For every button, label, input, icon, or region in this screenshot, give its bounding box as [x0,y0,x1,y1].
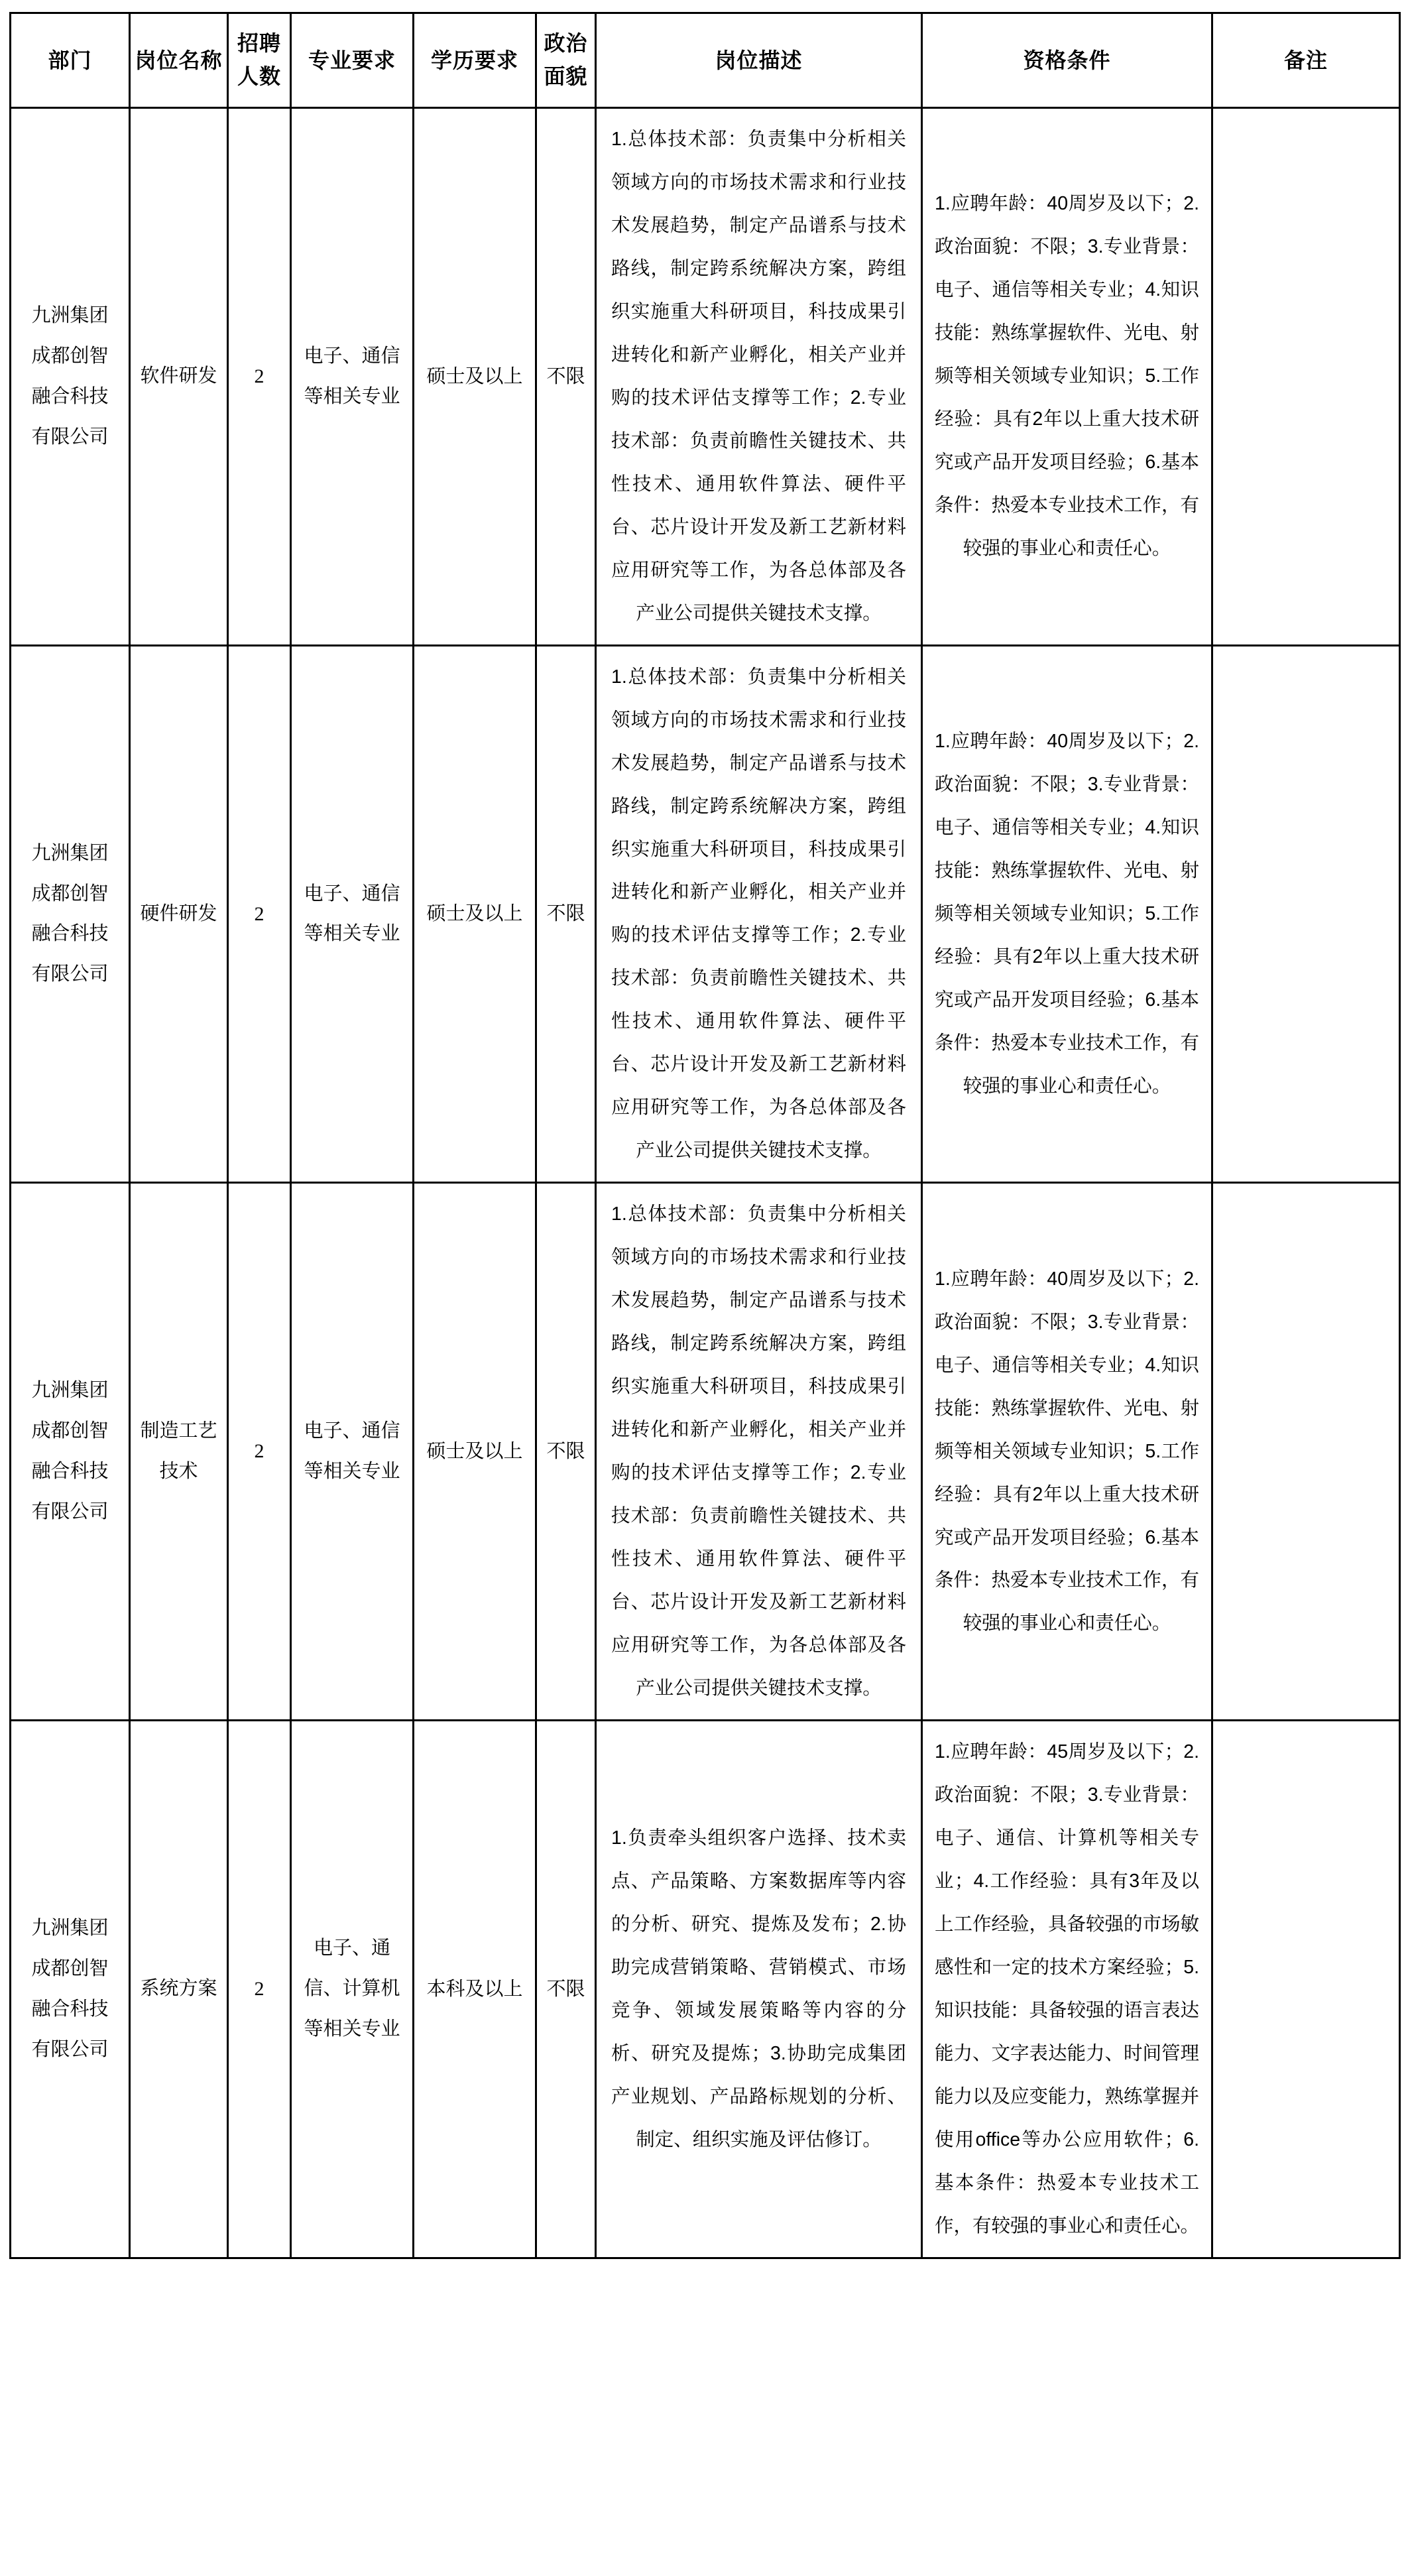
cell-remarks [1212,645,1400,1183]
cell-remarks [1212,1720,1400,2258]
table-row [11,1183,1400,1721]
column-header-department [11,13,130,108]
column-header-job-description-label: 岗位描述 [715,48,803,72]
column-header-major-requirement-label: 专业要求 [308,48,396,72]
cell-job-description: 1.总体技术部：负责集中分析相关领域方向的市场技术需求和行业技术发展趋势，制定产品谱系与技术路线，制定跨系统解决方案，跨组织实施重大科研项目，科技成果引进转化和新产业孵化，相关产业并购的技术评估支撑等工作；2.专业技术部：负责前瞻性关键技术、共性技术、通用软件算法、硬件平台、芯片设计开发及新工艺新材料应用研究等工作，为各总体部及各产业公司提供关键技术支撑。 [596,1183,922,1721]
cell-qualification: 1.应聘年龄：40周岁及以下；2.政治面貌：不限；3.专业背景：电子、通信等相关专业；4.知识技能：熟练掌握软件、光电、射频等相关领域专业知识；5.工作经验：具有2年以上重大技术研究或产品开发项目经验；6.基本条件：热爱本专业技术工作，有较强的事业心和责任心。 [922,108,1212,646]
cell-major-requirement: 电子、通信、计算机等相关专业 [291,1720,414,2258]
cell-headcount: 2 [228,645,291,1183]
column-header-political-status-line1: 政治 [544,31,588,56]
column-header-education-requirement-label: 学历要求 [430,48,518,72]
cell-headcount: 2 [228,1183,291,1721]
cell-qualification: 1.应聘年龄：40周岁及以下；2.政治面貌：不限；3.专业背景：电子、通信等相关专业；4.知识技能：熟练掌握软件、光电、射频等相关领域专业知识；5.工作经验：具有2年以上重大技术研究或产品开发项目经验；6.基本条件：热爱本专业技术工作，有较强的事业心和责任心。 [922,1183,1212,1721]
cell-education-requirement: 本科及以上 [414,1720,536,2258]
cell-major-requirement: 电子、通信等相关专业 [291,1183,414,1721]
table-header [11,13,1400,108]
column-header-major-requirement [291,13,414,108]
table-row [11,645,1400,1183]
cell-remarks [1212,1183,1400,1721]
recruitment-table [9,12,1401,2259]
column-header-remarks-label: 备注 [1283,48,1328,72]
column-header-department-label: 部门 [48,48,92,72]
column-header-qualification-label: 资格条件 [1023,48,1111,72]
cell-position-name: 硬件研发 [130,645,228,1183]
column-header-political-status-line2: 面貌 [544,64,588,88]
cell-headcount: 2 [228,1720,291,2258]
table-row [11,1720,1400,2258]
cell-department: 九洲集团成都创智融合科技有限公司 [11,645,130,1183]
cell-job-description: 1.负责牵头组织客户选择、技术卖点、产品策略、方案数据库等内容的分析、研究、提炼及发布；2.协助完成营销策略、营销模式、市场竞争、领域发展策略等内容的分析、研究及提炼；3.协助完成集团产业规划、产品路标规划的分析、制定、组织实施及评估修订。 [596,1720,922,2258]
cell-political-status: 不限 [536,1183,596,1721]
cell-major-requirement: 电子、通信等相关专业 [291,108,414,646]
column-header-job-description [596,13,922,108]
table-body [11,108,1400,2258]
column-header-position-name-label: 岗位名称 [135,48,223,72]
cell-education-requirement: 硕士及以上 [414,108,536,646]
cell-position-name: 软件研发 [130,108,228,646]
column-header-headcount [228,13,291,108]
column-header-education-requirement [414,13,536,108]
cell-department: 九洲集团成都创智融合科技有限公司 [11,1720,130,2258]
cell-education-requirement: 硕士及以上 [414,1183,536,1721]
column-header-position-name [130,13,228,108]
cell-political-status: 不限 [536,645,596,1183]
cell-department: 九洲集团成都创智融合科技有限公司 [11,1183,130,1721]
cell-department: 九洲集团成都创智融合科技有限公司 [11,108,130,646]
cell-position-name: 制造工艺技术 [130,1183,228,1721]
column-header-headcount-line1: 招聘 [237,31,281,56]
cell-political-status: 不限 [536,1720,596,2258]
cell-major-requirement: 电子、通信等相关专业 [291,645,414,1183]
column-header-remarks [1212,13,1400,108]
cell-education-requirement: 硕士及以上 [414,645,536,1183]
cell-position-name: 系统方案 [130,1720,228,2258]
cell-qualification: 1.应聘年龄：40周岁及以下；2.政治面貌：不限；3.专业背景：电子、通信等相关专业；4.知识技能：熟练掌握软件、光电、射频等相关领域专业知识；5.工作经验：具有2年以上重大技术研究或产品开发项目经验；6.基本条件：热爱本专业技术工作，有较强的事业心和责任心。 [922,645,1212,1183]
cell-job-description: 1.总体技术部：负责集中分析相关领域方向的市场技术需求和行业技术发展趋势，制定产品谱系与技术路线，制定跨系统解决方案，跨组织实施重大科研项目，科技成果引进转化和新产业孵化，相关产业并购的技术评估支撑等工作；2.专业技术部：负责前瞻性关键技术、共性技术、通用软件算法、硬件平台、芯片设计开发及新工艺新材料应用研究等工作，为各总体部及各产业公司提供关键技术支撑。 [596,108,922,646]
cell-political-status: 不限 [536,108,596,646]
cell-remarks [1212,108,1400,646]
cell-job-description: 1.总体技术部：负责集中分析相关领域方向的市场技术需求和行业技术发展趋势，制定产品谱系与技术路线，制定跨系统解决方案，跨组织实施重大科研项目，科技成果引进转化和新产业孵化，相关产业并购的技术评估支撑等工作；2.专业技术部：负责前瞻性关键技术、共性技术、通用软件算法、硬件平台、芯片设计开发及新工艺新材料应用研究等工作，为各总体部及各产业公司提供关键技术支撑。 [596,645,922,1183]
column-header-political-status [536,13,596,108]
cell-headcount: 2 [228,108,291,646]
column-header-qualification [922,13,1212,108]
table-row [11,108,1400,646]
column-header-headcount-line2: 人数 [237,64,281,88]
header-row [11,13,1400,108]
cell-qualification: 1.应聘年龄：45周岁及以下；2.政治面貌：不限；3.专业背景：电子、通信、计算机等相关专业；4.工作经验：具有3年及以上工作经验，具备较强的市场敏感性和一定的技术方案经验；5.知识技能：具备较强的语言表达能力、文字表达能力、时间管理能力以及应变能力，熟练掌握并使用office等办公应用软件；6.基本条件：热爱本专业技术工作，有较强的事业心和责任心。 [922,1720,1212,2258]
